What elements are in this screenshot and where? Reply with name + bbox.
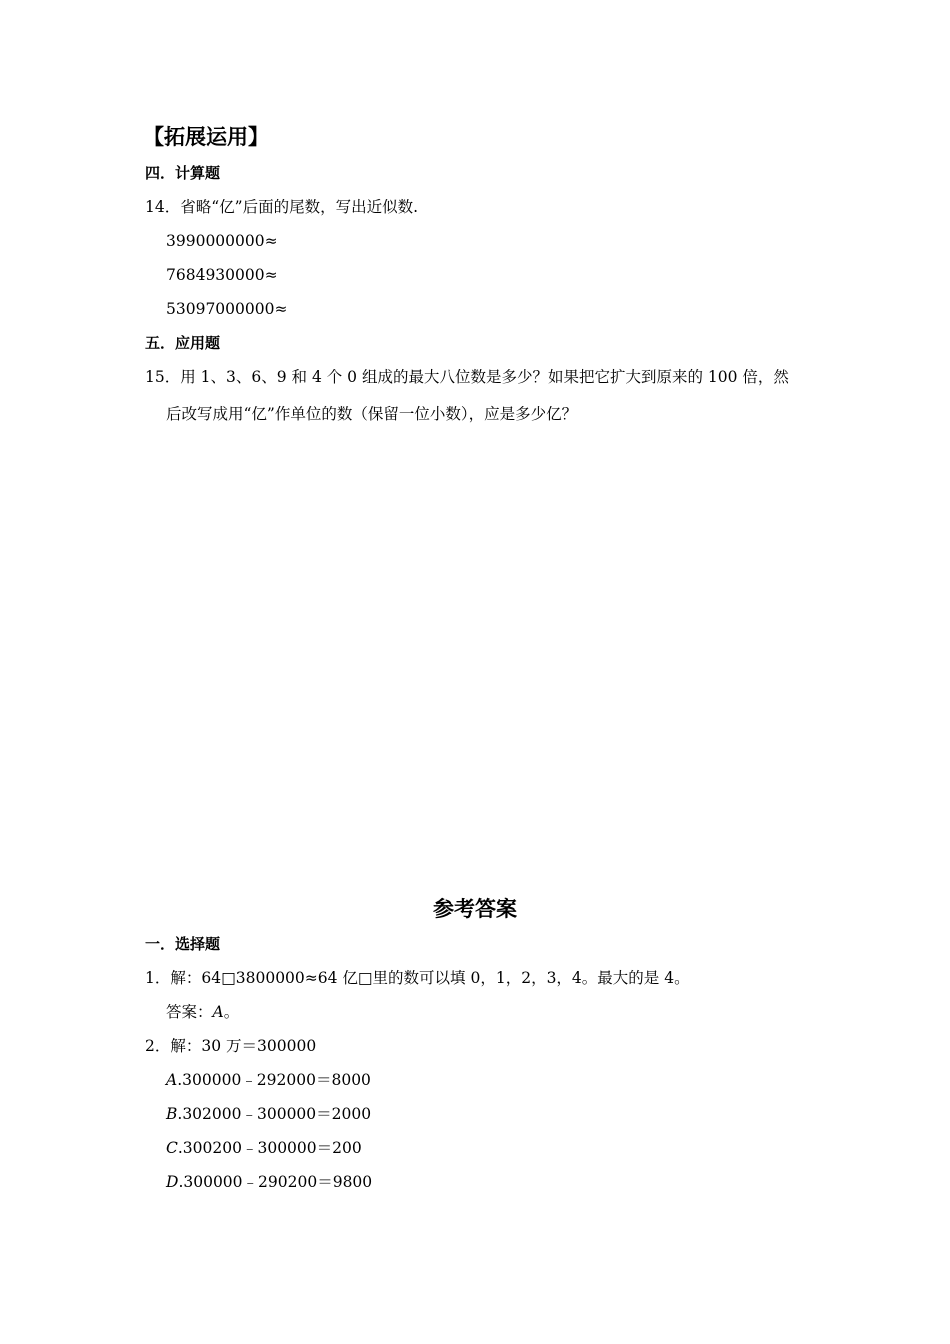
answer-1-choice bbox=[166, 1002, 239, 1022]
question-15-number: 15． bbox=[145, 368, 181, 386]
answer-2-option-c bbox=[166, 1138, 362, 1158]
option-letter: D bbox=[166, 1173, 179, 1191]
extension-heading: 【拓展运用】 bbox=[143, 124, 269, 149]
section-5-title: 五．应用题 bbox=[145, 334, 221, 352]
question-14-number: 14． bbox=[145, 198, 181, 216]
question-15-line1: 用 1、3、6、9 和 4 个 0 组成的最大八位数是多少？如果把它扩大到原来的 100 倍，然 bbox=[180, 368, 789, 386]
answer-2 bbox=[145, 1036, 316, 1056]
answer-1-text: 解：64□3800000≈64 亿□里的数可以填 0，1，2，3，4。最大的是 4。 bbox=[170, 969, 690, 987]
answer-2-option-d bbox=[166, 1172, 372, 1192]
answers-title: 参考答案 bbox=[433, 896, 517, 921]
option-letter: B bbox=[166, 1105, 178, 1123]
option-letter: A bbox=[166, 1071, 178, 1089]
question-14 bbox=[145, 197, 418, 217]
section-4-title: 四．计算题 bbox=[145, 164, 221, 182]
question-15-line2: 后改写成用“亿”作单位的数（保留一位小数），应是多少亿？ bbox=[166, 405, 578, 423]
option-expression: .302000﹣300000＝2000 bbox=[177, 1105, 372, 1123]
option-expression: .300200﹣300000＝200 bbox=[177, 1139, 362, 1157]
option-expression: .300000﹣292000＝8000 bbox=[177, 1071, 371, 1089]
answer-2-option-a bbox=[166, 1070, 371, 1090]
answer-suffix: 。 bbox=[223, 1003, 240, 1021]
answer-1-number: 1． bbox=[145, 969, 171, 987]
q14-item: 7684930000≈ bbox=[166, 266, 278, 284]
answer-2-option-b bbox=[166, 1104, 371, 1124]
answer-2-text: 解：30 万＝300000 bbox=[170, 1037, 317, 1055]
answer-1 bbox=[145, 968, 690, 988]
answer-letter: A bbox=[212, 1003, 224, 1021]
option-expression: .300000﹣290200＝9800 bbox=[178, 1173, 373, 1191]
answer-prefix: 答案： bbox=[166, 1003, 213, 1021]
q14-item: 3990000000≈ bbox=[166, 232, 278, 250]
q14-item: 53097000000≈ bbox=[166, 300, 288, 318]
option-letter: C bbox=[166, 1139, 178, 1157]
question-14-text: 省略“亿”后面的尾数，写出近似数. bbox=[180, 198, 419, 216]
section-1-title: 一．选择题 bbox=[145, 935, 221, 953]
question-15 bbox=[145, 367, 789, 387]
answer-2-number: 2． bbox=[145, 1037, 171, 1055]
